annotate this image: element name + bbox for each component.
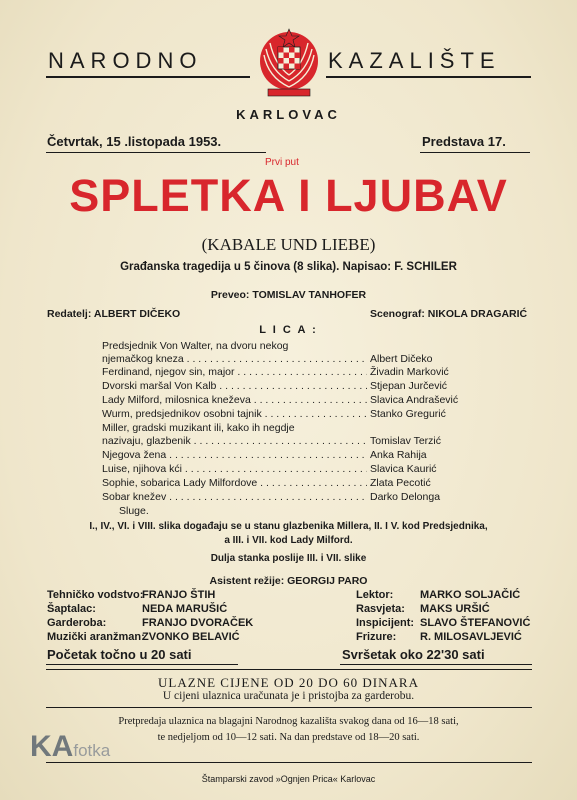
cast-role: Sobar knežev . . . <box>102 491 367 504</box>
city-name: KARLOVAC <box>236 107 341 122</box>
divider-bottom <box>46 762 532 763</box>
cast-actor: Zlata Pecotić <box>370 477 431 489</box>
date-underline <box>46 152 266 153</box>
cast-actor: Albert Dičeko <box>370 353 433 365</box>
crew-right-row <box>356 631 396 643</box>
cast-actor: Slavica Andrašević <box>370 394 459 406</box>
cast-actor: Stanko Gregurić <box>370 408 446 420</box>
crew-label: Muzički aranžman: <box>47 631 145 643</box>
cast-role: Sophie, sobarica Lady Milfordove . . . <box>102 477 367 490</box>
crew-label: Inspicijent: <box>356 617 415 629</box>
director-credit <box>47 308 180 320</box>
watermark-ka: KA <box>30 730 74 763</box>
crew-label: Tehničko vodstvo: <box>47 589 144 601</box>
end-underline <box>340 664 532 665</box>
ticket-note: U cijeni ulaznica uračunata je i pristojba za garderobu. <box>162 690 415 702</box>
director-label: Redatelj: <box>47 308 92 320</box>
crew-left-name: FRANJO DVORAČEK <box>142 617 254 629</box>
scenes-note-1: I., IV., VI. i VIII. slika događaju se u stanu glazbenika Millera, II. I V. kod Predsjednika, <box>89 521 488 532</box>
cast-actor: Darko Delonga <box>370 491 441 503</box>
kafotka-watermark <box>30 730 110 764</box>
cast-role: Njegova žena . . . <box>102 449 367 462</box>
cast-actor: Živadin Marković <box>370 366 449 378</box>
presale-line-2: te nedjeljom od 10—12 sati. Na dan predstave od 18—20 sati. <box>157 732 420 743</box>
crew-label: Frizure: <box>356 631 397 643</box>
cast-role: Dvorski maršal Von Kalb . . . <box>102 380 367 393</box>
crew-label: Lektor: <box>356 589 394 601</box>
crew-left-row <box>47 603 96 615</box>
header-rule-left <box>46 76 250 78</box>
crew-left-row <box>47 617 106 629</box>
header-kazaliste: KAZALIŠTE <box>328 48 501 73</box>
play-description: Građanska tragedija u 5 činova (8 slika). Napisao: F. SCHILER <box>120 261 457 273</box>
performance-date: Četvrtak, 15 .listopada 1953. <box>47 134 222 149</box>
cast-actor: Anka Rahija <box>370 449 427 461</box>
header-rule-right <box>326 76 531 78</box>
designer-credit <box>370 308 527 320</box>
coat-of-arms-icon <box>256 25 322 103</box>
ticket-price: ULAZNE CIJENE OD 20 DO 60 DINARA <box>158 675 419 690</box>
divider-top <box>46 669 532 670</box>
designer-name: NIKOLA DRAGARIĆ <box>427 308 528 320</box>
premiere-label: Prvi put <box>265 157 299 168</box>
crew-label: Šaptalac: <box>47 603 96 615</box>
pause-note: Dulja stanka poslije III. i VII. slike <box>210 553 367 564</box>
cast-role: Lady Milford, milosnica kneževa . . . <box>102 394 367 407</box>
servants-line: Sluge. <box>119 505 149 517</box>
cast-role: njemačkog kneza . . . <box>102 353 367 366</box>
end-time: Svršetak oko 22'30 sati <box>342 647 485 662</box>
play-title: SPLETKA I LJUBAV <box>69 170 508 221</box>
crew-label: Rasvjeta: <box>356 603 405 615</box>
designer-label: Scenograf: <box>370 308 425 320</box>
cast-role: Ferdinand, njegov sin, major . . . <box>102 366 367 379</box>
performance-number: Predstava 17. <box>422 134 506 149</box>
start-time: Početak točno u 20 sati <box>47 647 192 662</box>
cast-role: nazivaju, glazbenik . . . <box>102 435 367 448</box>
divider-middle <box>46 707 532 708</box>
crew-right-row <box>356 589 393 601</box>
crew-right-name: MAKS URŠIĆ <box>420 603 490 615</box>
header-narodno: NARODNO <box>48 48 203 73</box>
translator-credit: Preveo: TOMISLAV TANHOFER <box>210 289 367 301</box>
cast-actor: Slavica Kaurić <box>370 463 437 475</box>
crew-right-row <box>356 617 414 629</box>
crew-left-name: NEDA MARUŠIĆ <box>142 603 228 615</box>
watermark-fotka: fotka <box>73 741 111 760</box>
director-name: ALBERT DIČEKO <box>93 308 181 320</box>
cast-actor: Stjepan Jurčević <box>370 380 448 392</box>
presale-line-1: Pretpredaja ulaznica na blagajni Narodnog kazališta svakog dana od 16—18 sati, <box>118 716 459 727</box>
cast-role-line-top: Miller, gradski muzikant ili, kako ih negdje <box>102 422 295 434</box>
scenes-note-2: a III. i VII. kod Lady Milford. <box>224 535 353 546</box>
cast-actor: Tomislav Terzić <box>370 435 441 447</box>
cast-heading: L I C A : <box>259 324 318 336</box>
original-title: (KABALE UND LIEBE) <box>201 235 376 254</box>
crew-left-row <box>47 589 143 601</box>
crew-right-row <box>356 603 405 615</box>
crew-right-name: SLAVO ŠTEFANOVIĆ <box>420 617 531 629</box>
crew-left-row <box>47 631 145 643</box>
cast-role: Wurm, predsjednikov osobni tajnik . . . <box>102 408 367 421</box>
assistant-director: Asistent režije: GEORGIJ PARO <box>209 575 368 587</box>
start-underline <box>46 664 238 665</box>
cast-role-line-top: Predsjednik Von Walter, na dvoru nekog <box>102 340 289 352</box>
number-underline <box>420 152 530 153</box>
crew-right-name: R. MILOSAVLJEVIĆ <box>420 631 522 643</box>
crew-left-name: FRANJO ŠTIH <box>142 589 216 601</box>
crew-left-name: ZVONKO BELAVIĆ <box>142 631 240 643</box>
crew-right-name: MARKO SOLJAČIĆ <box>420 589 521 601</box>
crew-label: Garderoba: <box>47 617 107 629</box>
cast-role: Luise, njihova kći . . . <box>102 463 367 476</box>
printer-credit: Štamparski zavod »Ognjen Prica« Karlovac <box>201 774 376 784</box>
